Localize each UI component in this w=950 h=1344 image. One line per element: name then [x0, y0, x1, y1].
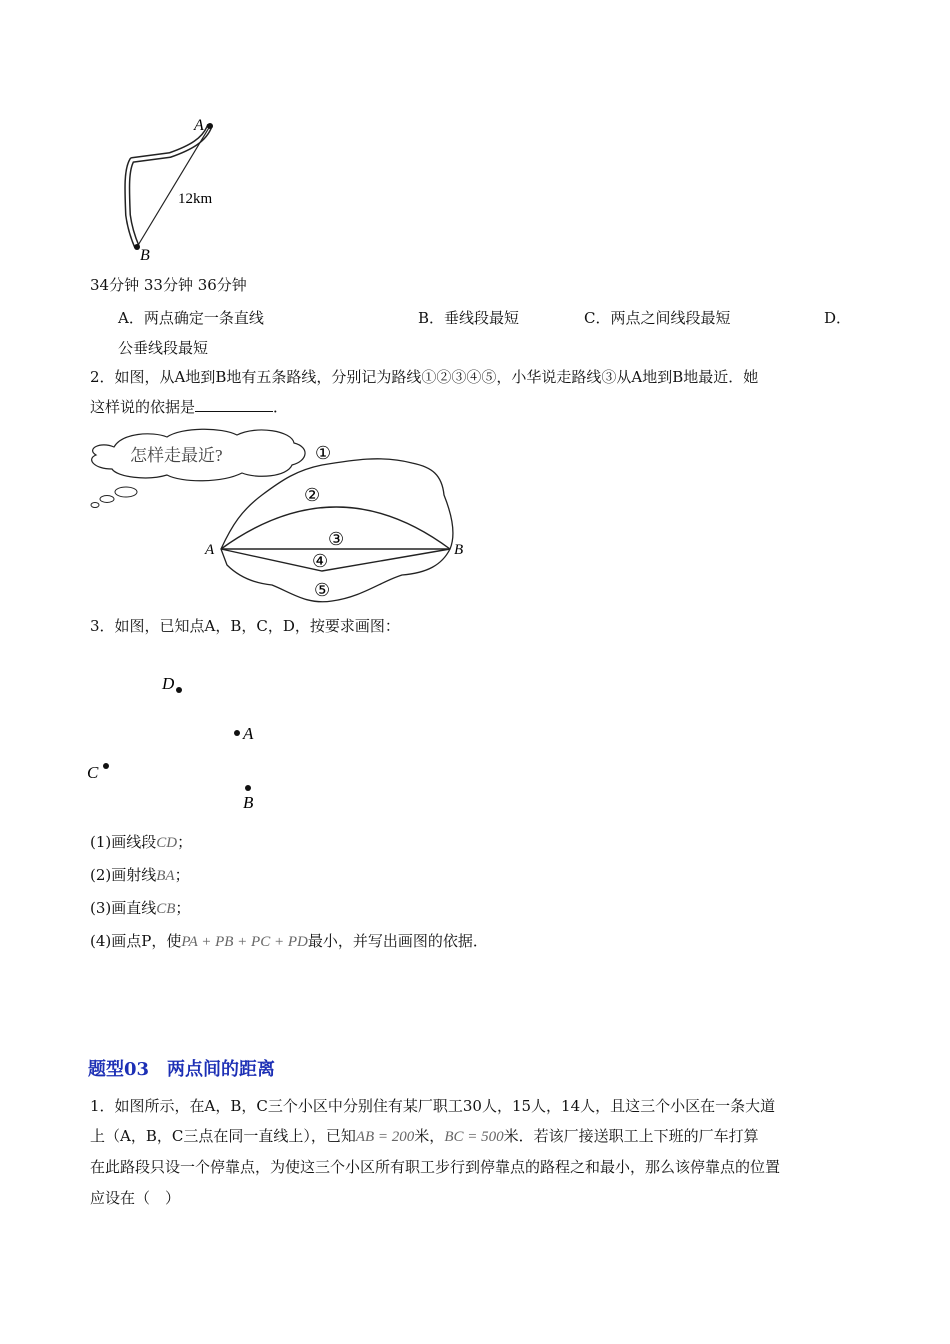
q1-option-a: A．两点确定一条直线: [118, 309, 264, 327]
thought-text: 怎样走最近?: [130, 446, 223, 465]
q1-option-c: C．两点之间线段最短: [584, 309, 731, 327]
route-5-label: ⑤: [314, 580, 331, 600]
task2-suffix: ；: [174, 866, 190, 884]
q2-line1: 2．如图，从A地到B地有五条路线，分别记为路线①②③④⑤，小华说走路线③从A地到B地最近．她: [90, 368, 759, 386]
line2-mid: 米，: [414, 1127, 445, 1145]
route-1-label: ①: [315, 443, 332, 463]
distance-label: 12km: [178, 191, 213, 207]
section-title: 题型03 两点间的距离: [88, 1059, 276, 1080]
s3q1-line4: 应设在（ ）: [90, 1189, 181, 1207]
label-b: B: [140, 247, 150, 264]
math-bc: BC = 500: [444, 1129, 504, 1145]
point-a-dot: [207, 123, 213, 129]
q1-option-d: D．: [824, 309, 852, 327]
winding-road-inner: [127, 125, 210, 247]
point-d-dot: [176, 687, 182, 693]
route-figure-q1: [110, 110, 250, 270]
label-a: A: [205, 542, 215, 558]
s3q1-line3: 在此路段只设一个停靠点，为使这三个小区所有职工步行到停靠点的路程之和最小，那么该停靠点的位置: [90, 1158, 781, 1176]
q2-line2-prefix: 这样说的依据是: [90, 398, 196, 416]
q2-line2-suffix: ．: [273, 398, 289, 416]
q3-task4: [90, 931, 488, 952]
q3-task2: [90, 865, 190, 886]
task3-prefix: (3)画直线: [90, 899, 157, 917]
math-ab: AB = 200: [355, 1129, 415, 1145]
q3-intro: 3．如图，已知点A，B，C，D，按要求画图：: [90, 617, 400, 635]
line2-prefix: 上（A，B，C三点在同一直线上），已知: [90, 1127, 356, 1145]
point-c-label: C: [87, 763, 99, 782]
s3q1-line1: 1．如图所示，在A，B，C三个小区中分别住有某厂职工30人，15人，14人，且这三个小区在一条大道: [90, 1097, 776, 1115]
task2-prefix: (2)画射线: [90, 866, 157, 884]
point-b-dot: [245, 785, 251, 791]
task1-prefix: (1)画线段: [90, 833, 157, 851]
label-a: A: [194, 117, 204, 134]
points-figure-q3: [80, 665, 300, 820]
thought-bubble-large: [115, 487, 137, 497]
route-figure-q2: [82, 425, 482, 610]
task1-suffix: ；: [177, 833, 193, 851]
label-b: B: [454, 542, 464, 558]
s3q1-line2: [90, 1126, 759, 1147]
q3-task1: [90, 832, 192, 853]
thought-bubble-small: [91, 503, 99, 508]
q1-option-b: B．垂线段最短: [418, 309, 520, 327]
q3-task3: [90, 898, 190, 919]
q2-answer-blank[interactable]: [195, 397, 273, 412]
point-a-dot: [234, 730, 240, 736]
task1-math: CD: [156, 835, 178, 851]
line2-suffix: 米．若该厂接送职工上下班的厂车打算: [503, 1127, 759, 1145]
thought-bubble-medium: [100, 496, 114, 503]
task2-math: BA: [156, 868, 175, 884]
task3-suffix: ；: [175, 899, 191, 917]
straight-segment-ab: [137, 126, 210, 247]
point-a-label: A: [243, 724, 254, 743]
point-b-label: B: [243, 793, 254, 812]
route-2-label: ②: [304, 485, 321, 505]
route-3-label: ③: [328, 529, 345, 549]
route-4-path: [221, 549, 450, 571]
task3-math: CB: [156, 901, 176, 917]
q1-extra-text: 34分钟 33分钟 36分钟: [90, 276, 247, 294]
task4-prefix: (4)画点P，使: [90, 932, 182, 950]
q1-option-d-cont: 公垂线段最短: [118, 339, 209, 357]
point-c-dot: [103, 763, 109, 769]
route-4-label: ④: [312, 551, 329, 571]
point-d-label: D: [162, 674, 175, 693]
task4-math: PA + PB + PC + PD: [181, 934, 308, 950]
task4-suffix: 最小，并写出画图的依据．: [307, 932, 488, 950]
q2-line2: [90, 397, 288, 417]
